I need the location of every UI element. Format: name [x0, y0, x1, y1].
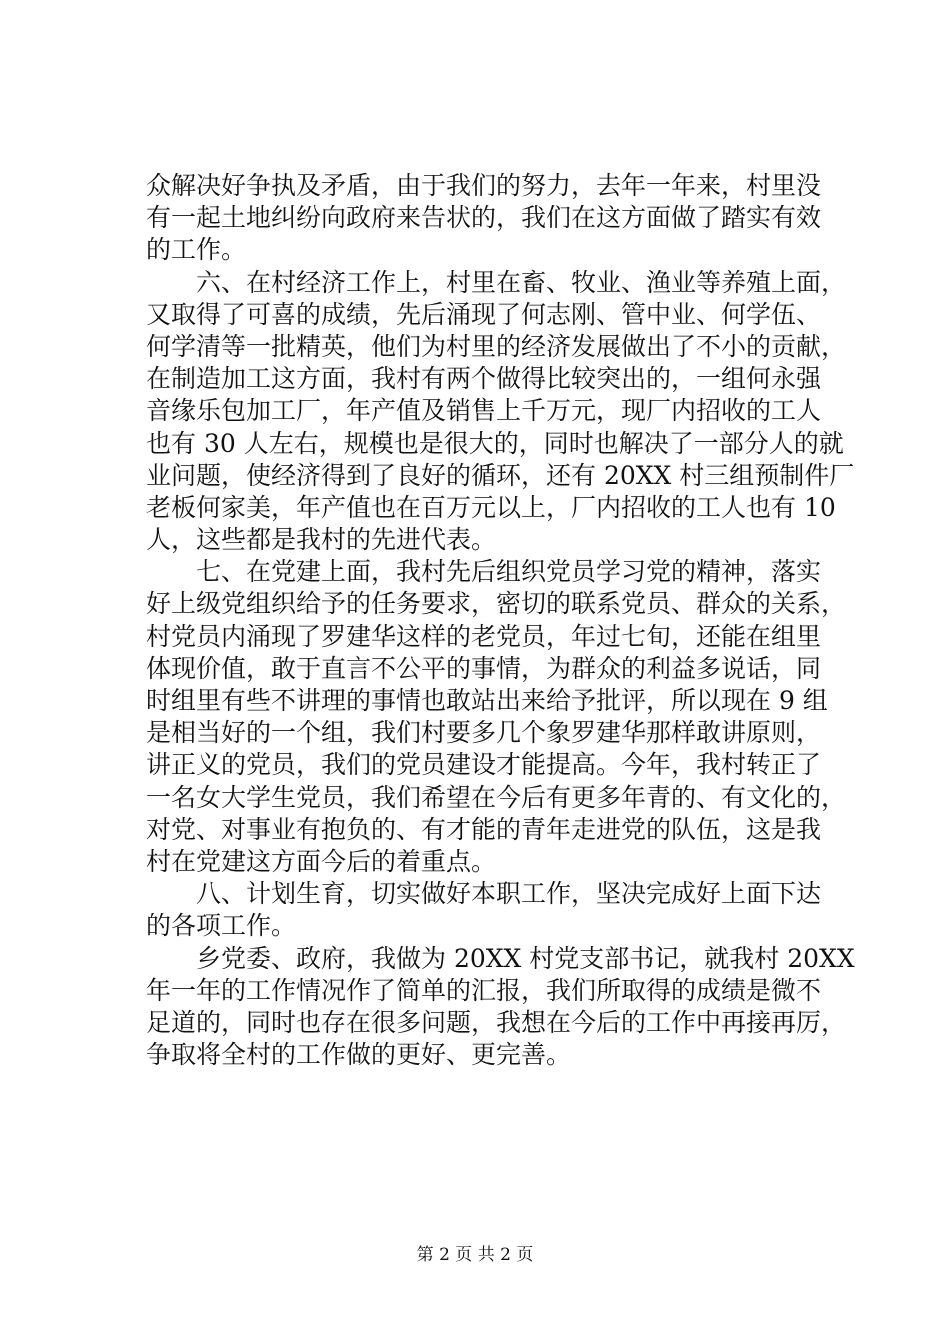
text-line: 的各项工作。: [146, 911, 297, 941]
text-line: 村在党建这方面今后的着重点。: [146, 846, 497, 876]
text-line: 众解决好争执及矛盾，由于我们的努力，去年一年来，村里没: [146, 171, 822, 200]
text-line: 村党员内涌现了罗建华这样的老党员，年过七旬，还能在组里: [146, 621, 822, 651]
text-line: 乡党委、政府，我做为 20XX 村党支部书记，就我村 20XX: [146, 943, 855, 973]
text-line: 七、在党建上面，我村先后组织党员学习党的精神，落实: [146, 557, 822, 587]
text-line: 何学清等一批精英，他们为村里的经济发展做出了不小的贡献，: [146, 331, 847, 361]
text-line: 好上级党组织给予的任务要求，密切的联系党员、群众的关系，: [146, 589, 847, 619]
text-line: 对党、对事业有抱负的、有才能的青年走进党的队伍，这是我: [146, 814, 822, 844]
text-line: 老板何家美，年产值也在百万元以上，厂内招收的工人也有 10: [146, 492, 836, 522]
text-line: 六、在村经济工作上，村里在畜、牧业、渔业等养殖上面，: [146, 267, 847, 297]
text-line: 在制造加工这方面，我村有两个做得比较突出的，一组何永强: [146, 364, 822, 394]
text-line: 一名女大学生党员，我们希望在今后有更多年青的、有文化的，: [146, 782, 847, 812]
text-line: 讲正义的党员，我们的党员建设才能提高。今年，我村转正了: [146, 750, 822, 780]
text-line: 音缘乐包加工厂，年产值及销售上千万元，现厂内招收的工人: [146, 396, 822, 426]
text-line: 时组里有些不讲理的事情也敢站出来给予批评，所以现在 9 组: [146, 686, 828, 715]
text-line: 人，这些都是我村的先进代表。: [146, 525, 497, 555]
text-line: 有一起土地纠纷向政府来告状的，我们在这方面做了踏实有效: [146, 203, 822, 233]
text-line: 争取将全村的工作做的更好、更完善。: [146, 1040, 572, 1070]
text-line: 体现价值，敢于直言不公平的事情，为群众的利益多说话，同: [146, 653, 822, 683]
text-line: 八、计划生育，切实做好本职工作，坚决完成好上面下达: [146, 879, 822, 909]
text-line: 也有 30 人左右，规模也是很大的，同时也解决了一部分人的就: [146, 428, 844, 458]
text-line: 是相当好的一个组，我们村要多几个象罗建华那样敢讲原则，: [146, 718, 822, 748]
text-line: 足道的，同时也存在很多问题，我想在今后的工作中再接再厉，: [146, 1007, 847, 1037]
text-line: 年一年的工作情况作了简单的汇报，我们所取得的成绩是微不: [146, 975, 822, 1005]
document-body: [146, 170, 855, 1071]
text-line: 的工作。: [146, 235, 247, 265]
text-line: 业问题，使经济得到了良好的循环，还有 20XX 村三组预制件厂: [146, 460, 855, 490]
text-line: 又取得了可喜的成绩，先后涌现了何志刚、管中业、何学伍、: [146, 299, 822, 329]
page-footer: 第 2 页 共 2 页: [416, 1245, 534, 1265]
